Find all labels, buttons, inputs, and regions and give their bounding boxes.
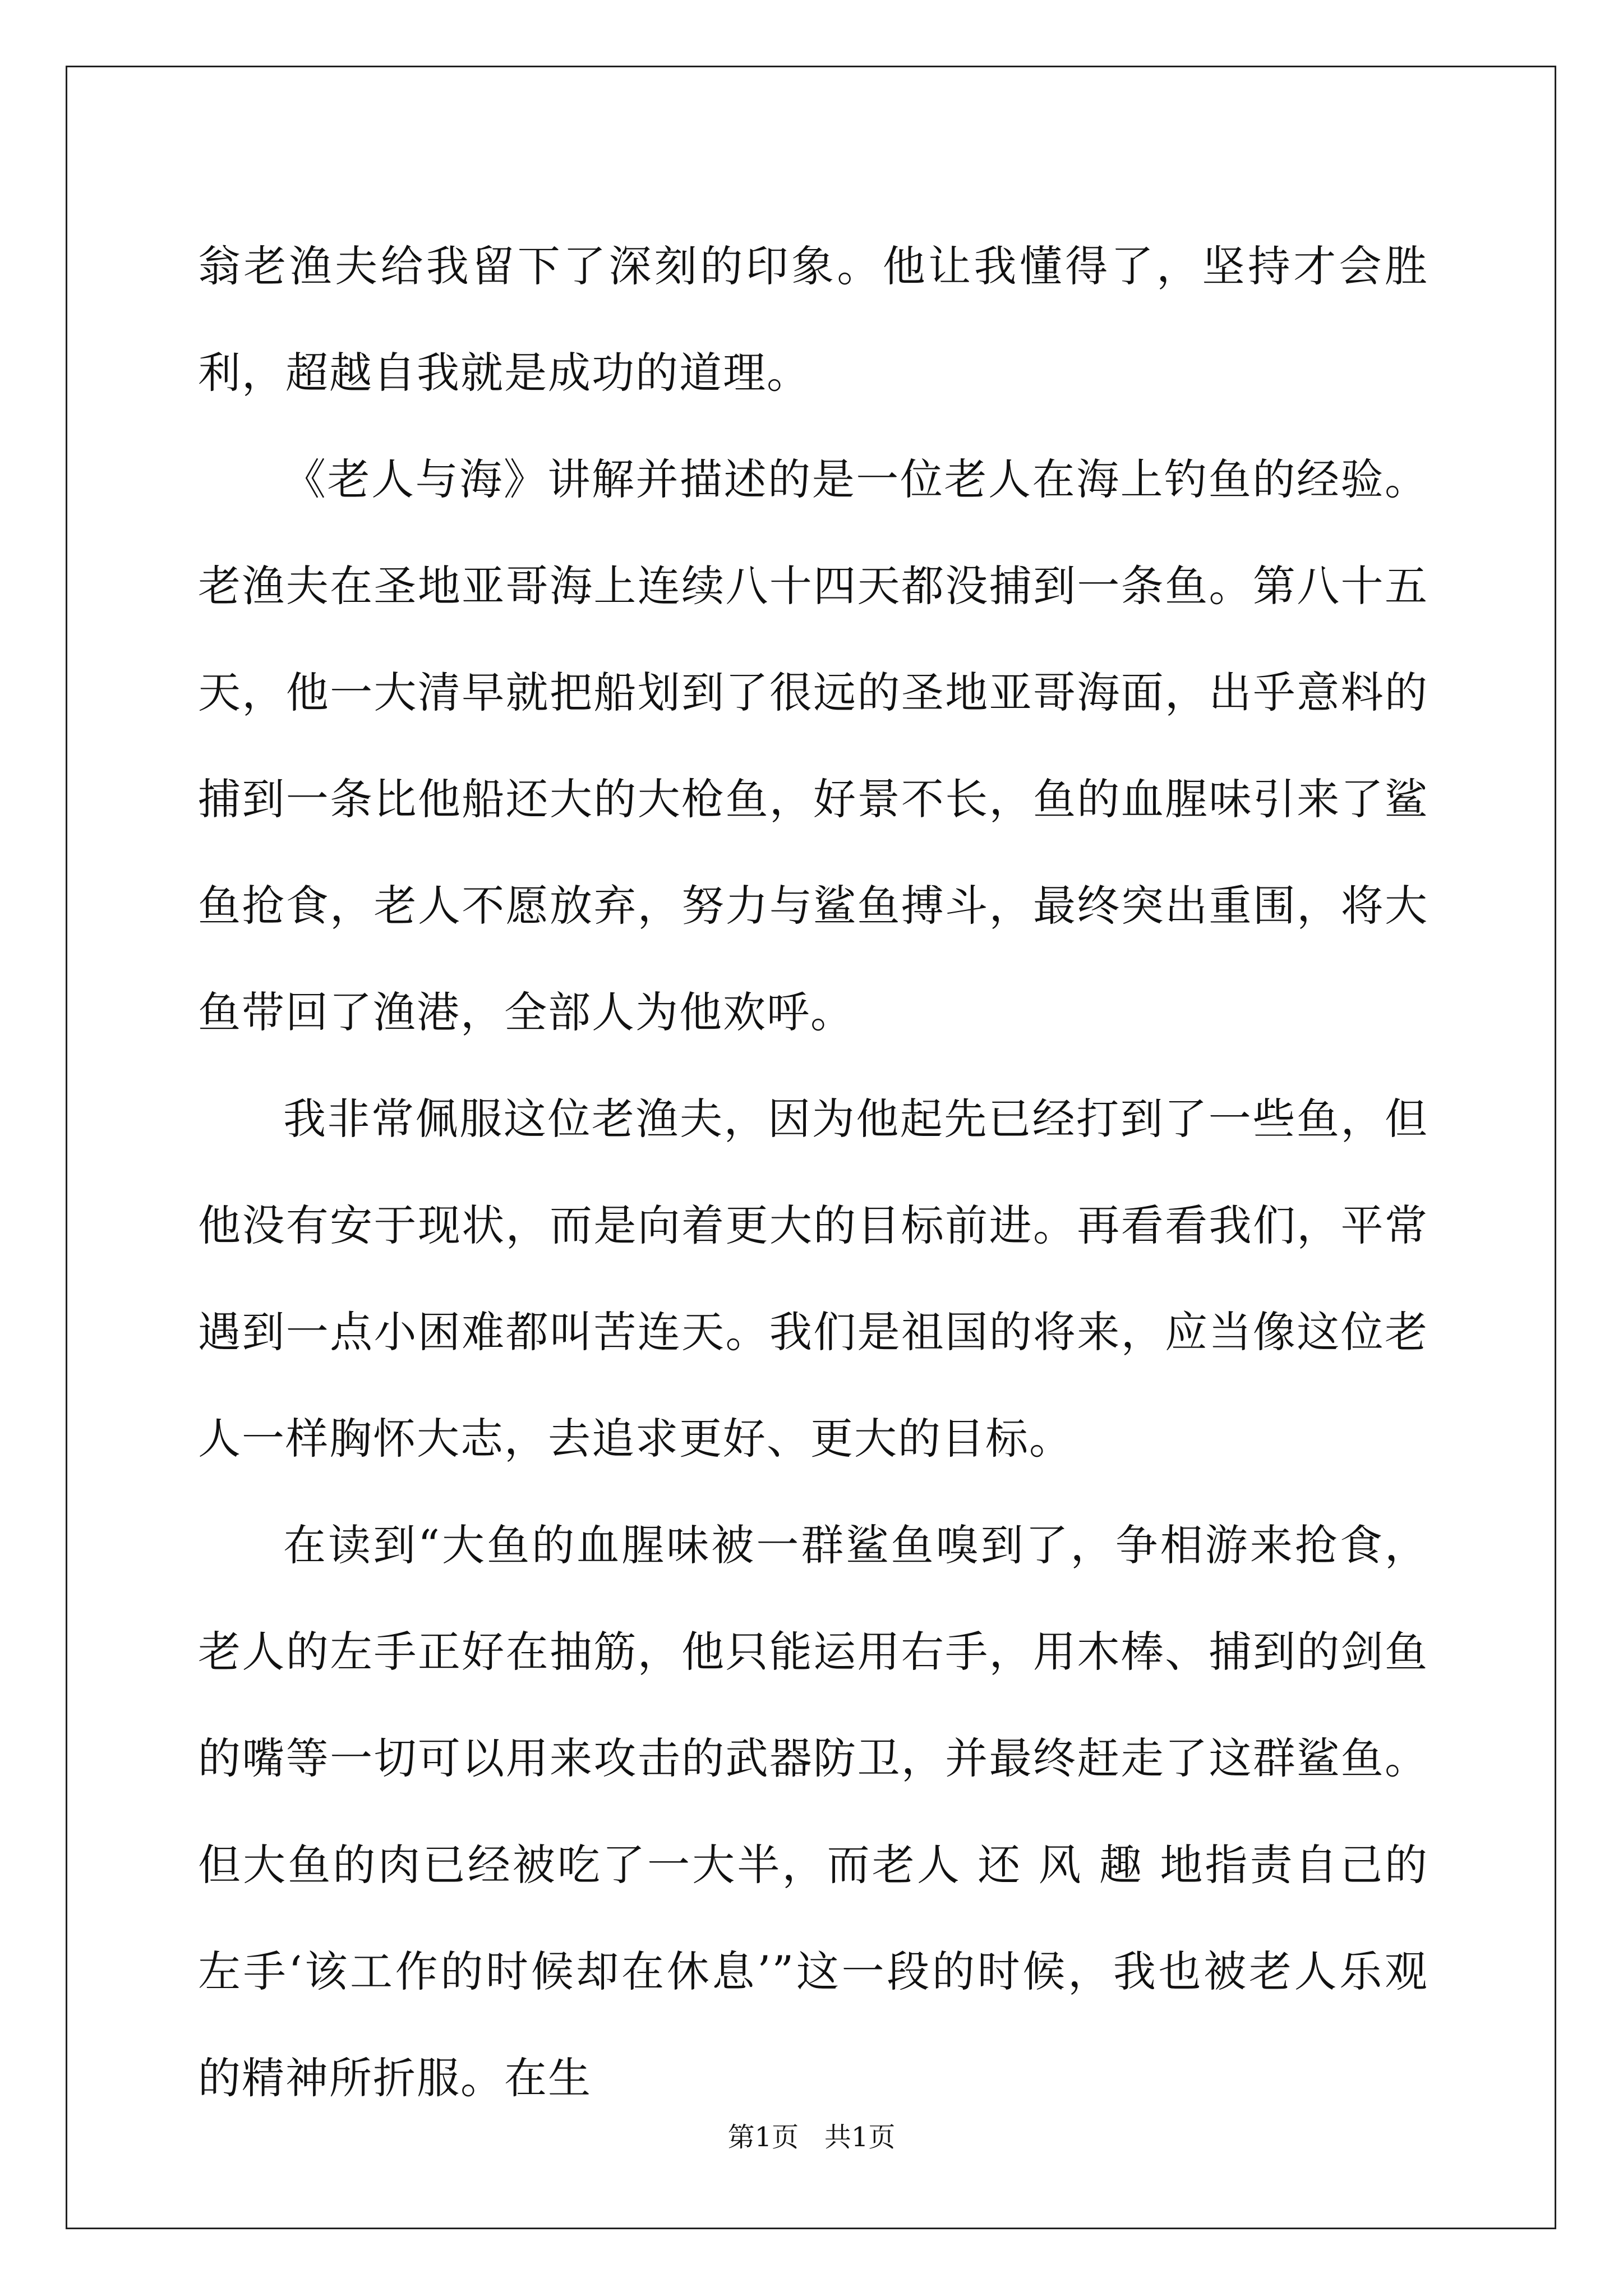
page-footer: 第1页 共1页 xyxy=(727,2122,896,2153)
document-body xyxy=(198,213,1428,2132)
paragraph-4: 在读到“大鱼的血腥味被一群鲨鱼嗅到了，争相游来抢食，老人的左手正好在抽筋，他只能运用右手，用木棒、捕到的剑鱼的嘴等一切可以用来攻击的武器防卫，并最终赶走了这群鲨鱼。但大鱼的肉已经被吃了一大半，而老人 还 风 趣 地指责自己的左手‘该工作的时候却在休息’”这一段的时候，我也被老人乐观的精神所折服。在生 xyxy=(198,1520,1428,2103)
paragraph-1: 翁老渔夫给我留下了深刻的印象。他让我懂得了，坚持才会胜利，超越自我就是成功的道理。 xyxy=(198,241,1428,398)
paragraph-2: 《老人与海》讲解并描述的是一位老人在海上钓鱼的经验。老渔夫在圣地亚哥海上连续八十四天都没捕到一条鱼。第八十五天，他一大清早就把船划到了很远的圣地亚哥海面，出乎意料的捕到一条比他船还大的大枪鱼，好景不长，鱼的血腥味引来了鲨鱼抢食，老人不愿放弃，努力与鲨鱼搏斗，最终突出重围，将大鱼带回了渔港，全部人为他欢呼。 xyxy=(198,454,1428,1037)
paragraph-3: 我非常佩服这位老渔夫，因为他起先已经打到了一些鱼，但他没有安于现状，而是向着更大的目标前进。再看看我们，平常遇到一点小困难都叫苦连天。我们是祖国的将来，应当像这位老人一样胸怀大志，去追求更好、更大的目标。 xyxy=(198,1094,1428,1464)
